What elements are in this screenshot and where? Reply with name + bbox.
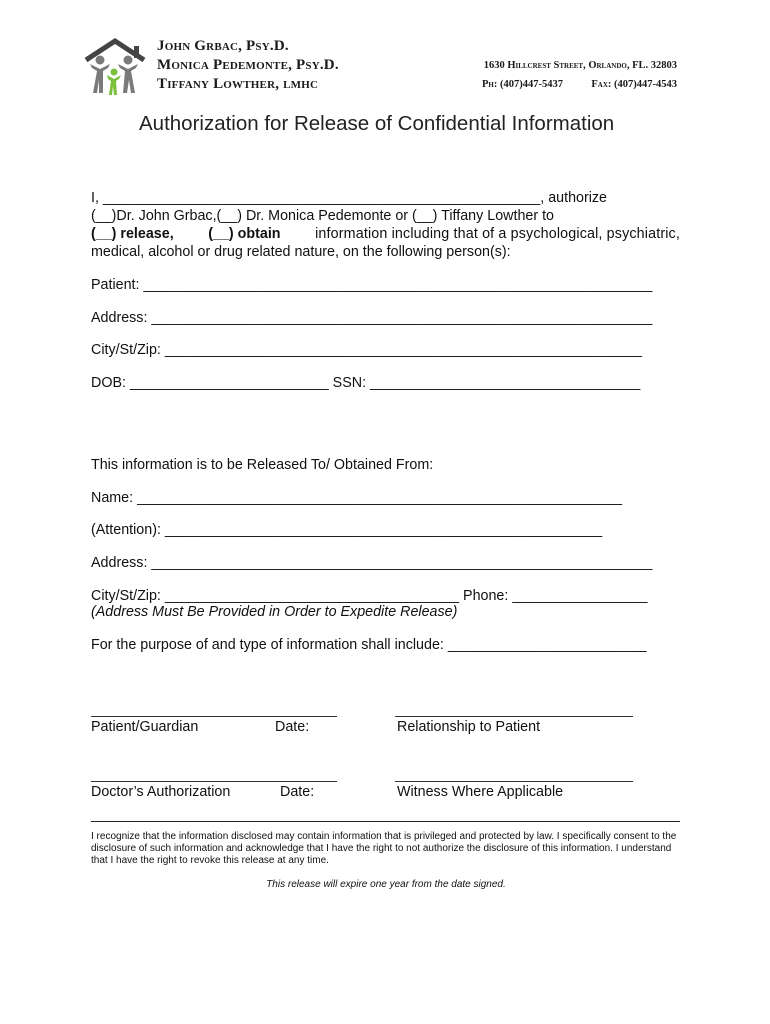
address-note: (Address Must Be Provided in Order to Expedite Release) xyxy=(91,604,458,620)
letterhead-address: 1630 Hillcrest Street, Orlando, FL. 32803 xyxy=(483,60,677,71)
relationship-label: Relationship to Patient xyxy=(397,719,541,735)
page-title: Authorization for Release of Confidential Information xyxy=(139,112,615,135)
intro-authorize-text: , authorize xyxy=(540,190,608,206)
recipient-heading: This information is to be Released To/ Obtained From: xyxy=(91,457,434,473)
doctor-authorization-label: Doctor’s Authorization xyxy=(91,784,231,800)
patient-field[interactable]: Patient: ________________________________________________________________ xyxy=(91,277,653,293)
patient-guardian-label: Patient/Guardian xyxy=(91,719,199,735)
intro-line-2: (__)Dr. John Grbac,(__) Dr. Monica Pedemonte or (__) Tiffany Lowther to xyxy=(91,208,555,224)
patient-city-field[interactable]: City/St/Zip: ____________________________________________________________ xyxy=(91,342,642,358)
letterhead-name-3: Tiffany Lowther, lmhc xyxy=(157,76,319,92)
purpose-field[interactable]: For the purpose of and type of information shall include: _________________________ xyxy=(91,637,647,653)
footer-divider xyxy=(91,821,680,822)
date-label-1: Date: xyxy=(275,719,310,735)
authorizer-name-field[interactable]: _______________________________________________________ xyxy=(102,190,541,206)
patient-address-field[interactable]: Address: _______________________________________________________________ xyxy=(91,310,653,326)
obtain-option[interactable]: (__) obtain xyxy=(208,226,281,242)
intro-prefix: I, xyxy=(91,190,103,206)
recipient-name-field[interactable]: Name: _____________________________________________________________ xyxy=(91,490,623,506)
consent-disclaimer: I recognize that the information disclosed may contain information that is privileged and protected by law. I specifically consent to the disclosure of such information and acknowledge that I have the right to not authorize the disclosure of this information. I understand that I have the right to revoke this release at any time. xyxy=(91,831,677,867)
recipient-address-field[interactable]: Address: _______________________________________________________________ xyxy=(91,555,653,571)
doctor-signature-line[interactable] xyxy=(91,781,337,782)
recipient-city-phone-field[interactable]: City/St/Zip: _____________________________________ Phone: _________________ xyxy=(91,588,648,604)
practice-logo xyxy=(84,38,146,100)
release-option[interactable]: (__) release, xyxy=(91,226,174,242)
dob-ssn-field[interactable]: DOB: _________________________ SSN: __________________________________ xyxy=(91,375,641,391)
letterhead-phone: Ph: (407)447-5437 xyxy=(482,79,563,90)
relationship-signature-line[interactable] xyxy=(395,716,633,717)
house-icon xyxy=(86,41,144,60)
patient-signature-line[interactable] xyxy=(91,716,337,717)
intro-line-1 xyxy=(91,190,607,206)
expiry-note: This release will expire one year from the date signed. xyxy=(266,879,506,890)
letterhead-name-1: John Grbac, Psy.D. xyxy=(157,38,289,54)
recipient-attention-field[interactable]: (Attention): _______________________________________________________ xyxy=(91,522,603,538)
letterhead-name-2: Monica Pedemonte, Psy.D. xyxy=(157,57,339,73)
intro-line-4: medical, alcohol or drug related nature, on the following person(s): xyxy=(91,244,511,260)
intro-line-3 xyxy=(91,226,680,242)
date-label-2: Date: xyxy=(280,784,315,800)
witness-signature-line[interactable] xyxy=(395,781,633,782)
letterhead-fax: Fax: (407)447-4543 xyxy=(591,79,677,90)
family-figures-icon xyxy=(90,56,138,96)
intro-line-3-rest: information including that of a psychological, psychiatric, xyxy=(315,226,680,242)
witness-label: Witness Where Applicable xyxy=(397,784,564,800)
